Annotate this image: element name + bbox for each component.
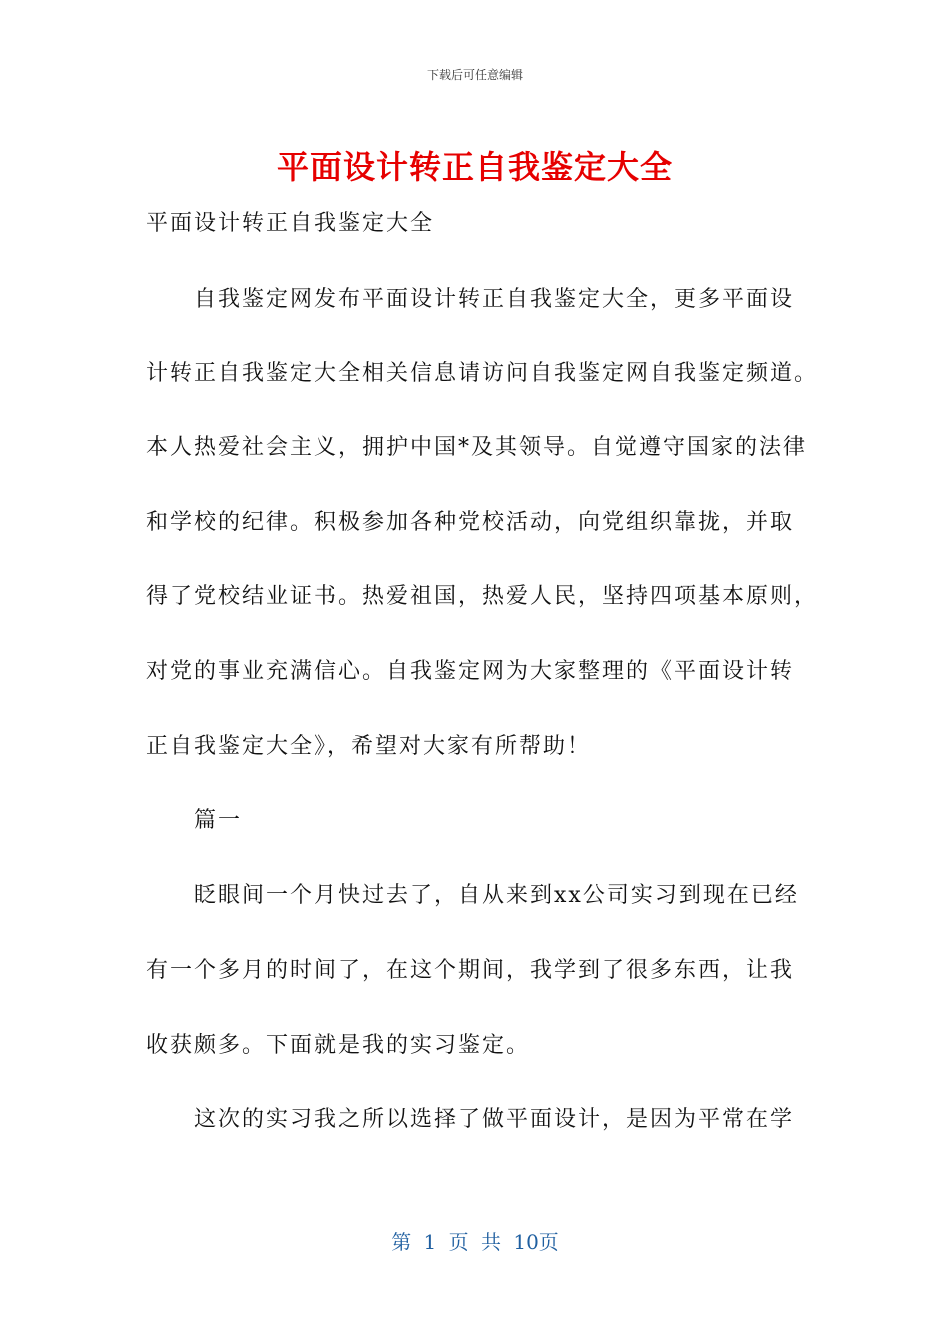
paragraph-line: 本人热爱社会主义，拥护中国*及其领导。自觉遵守国家的法律 xyxy=(146,435,808,460)
document-title: 平面设计转正自我鉴定大全 xyxy=(276,148,673,186)
paragraph-line: 和学校的纪律。积极参加各种党校活动，向党组织靠拢，并取 xyxy=(146,510,795,535)
paragraph-line: 有一个多月的时间了，在这个期间，我学到了很多东西，让我 xyxy=(146,958,795,983)
paragraph-line: 对党的事业充满信心。自我鉴定网为大家整理的《平面设计转 xyxy=(146,659,795,684)
section-heading: 篇一 xyxy=(194,808,243,833)
page-footer: 第 1 页 共 10页 xyxy=(391,1230,559,1254)
subtitle-line: 平面设计转正自我鉴定大全 xyxy=(146,211,435,236)
paragraph-line: 眨眼间一个月快过去了，自从来到xx公司实习到现在已经 xyxy=(194,883,799,908)
paragraph-line: 收获颇多。下面就是我的实习鉴定。 xyxy=(146,1033,531,1058)
paragraph-line: 这次的实习我之所以选择了做平面设计，是因为平常在学 xyxy=(194,1107,795,1132)
paragraph-line: 计转正自我鉴定大全相关信息请访问自我鉴定网自我鉴定频道。 xyxy=(146,361,819,386)
paragraph-line: 自我鉴定网发布平面设计转正自我鉴定大全，更多平面设 xyxy=(194,287,795,312)
paragraph-line: 得了党校结业证书。热爱祖国，热爱人民，坚持四项基本原则， xyxy=(146,584,819,609)
header-note: 下载后可任意编辑 xyxy=(426,68,523,82)
paragraph-line: 正自我鉴定大全》，希望对大家有所帮助！ xyxy=(146,734,592,759)
